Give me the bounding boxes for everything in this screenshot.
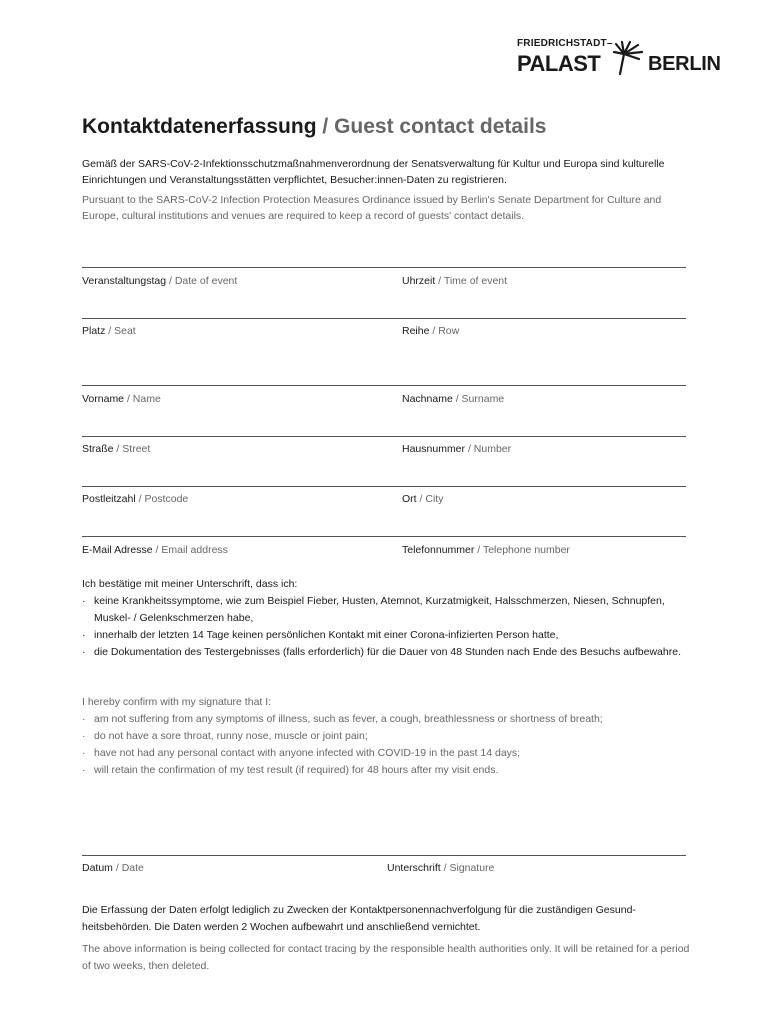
logo-berlin: BERLIN (648, 53, 721, 75)
field-email[interactable]: E-Mail Adresse / Email address (82, 544, 228, 556)
field-name[interactable]: Vorname / Name (82, 393, 161, 405)
confirmation-german-intro: Ich bestätige mit meiner Unterschrift, dass ich: (82, 578, 298, 590)
footer-german: Die Erfassung der Daten erfolgt lediglich zu Zwecken der Kontaktpersonennachverfolgung für die zuständigen Gesund-heitsbehörden. Die Daten werden 2 Wochen aufbewahrt und anschließend vernichtet. (82, 904, 636, 933)
list-item: · keine Krankheitssymptome, wie zum Beispiel Fieber, Husten, Atemnot, Kurzatmigkeit, Halsschmerzen, Niesen, Schnupfen, Muskel- / Gelenkschmerzen habe, (82, 593, 702, 627)
page-title (82, 115, 546, 139)
list-item: · will retain the confirmation of my test result (if required) for 48 hours after my visit ends. (82, 762, 702, 779)
title-en: Guest contact details (334, 115, 547, 138)
field-date[interactable]: Datum / Date (82, 862, 144, 874)
divider-email-phone (82, 536, 686, 537)
intro-english: Pursuant to the SARS-CoV-2 Infection Protection Measures Ordinance issued by Berlin's Senate Department for Culture and Europe, cultural institutions and venues are required to keep a record of guests' contact details. (82, 194, 662, 222)
divider-date-time (82, 267, 686, 268)
footer-english: The above information is being collected for contact tracing by the responsible health authorities only. It will be retained for a period of two weeks, then deleted. (82, 943, 690, 972)
field-street[interactable]: Straße / Street (82, 443, 151, 455)
divider-name-surname (82, 385, 686, 386)
field-signature[interactable]: Unterschrift / Signature (387, 862, 495, 874)
logo-palast: PALAST (517, 51, 601, 76)
field-phone[interactable]: Telefonnummer / Telephone number (402, 544, 570, 556)
friedrichstadt-palast-logo (517, 38, 722, 78)
list-item: · am not suffering from any symptoms of illness, such as fever, a cough, breathlessness or shortness of breath; (82, 711, 702, 728)
divider-street-number (82, 436, 686, 437)
list-item: · innerhalb der letzten 14 Tage keinen persönlichen Kontakt mit einer Corona-infizierten Person hatte, (82, 627, 702, 644)
title-separator: / (316, 115, 335, 138)
list-item: · have not had any personal contact with anyone infected with COVID-19 in the past 14 days; (82, 745, 702, 762)
field-house-number[interactable]: Hausnummer / Number (402, 443, 512, 455)
field-city[interactable]: Ort / City (402, 493, 444, 505)
divider-postcode-city (82, 486, 686, 487)
field-seat[interactable]: Platz / Seat (82, 325, 136, 337)
divider-date-signature (82, 855, 686, 856)
intro-german: Gemäß der SARS-CoV-2-Infektionsschutzmaßnahmenverordnung der Senatsverwaltung für Kultur und Europa sind kulturelle Einrichtungen und Veranstaltungsstätten verpflichtet, Besucher:innen-Daten zu registrieren. (82, 158, 665, 186)
confirmation-english (82, 694, 702, 779)
divider-seat-row (82, 318, 686, 319)
field-postcode[interactable]: Postleitzahl / Postcode (82, 493, 189, 505)
field-row[interactable]: Reihe / Row (402, 325, 460, 337)
palm-leaf-icon (612, 40, 644, 76)
list-item: · do not have a sore throat, runny nose, muscle or joint pain; (82, 728, 702, 745)
field-surname[interactable]: Nachname / Surname (402, 393, 505, 405)
field-time-of-event[interactable]: Uhrzeit / Time of event (402, 275, 508, 287)
field-date-of-event[interactable]: Veranstaltungstag / Date of event (82, 275, 238, 287)
confirmation-english-intro: I hereby confirm with my signature that I: (82, 696, 272, 708)
list-item: · die Dokumentation des Testergebnisses (falls erforderlich) für die Dauer von 48 Stunden nach Ende des Besuchs aufbewahre. (82, 644, 702, 661)
logo-line1: FRIEDRICHSTADT– (517, 38, 613, 49)
title-de: Kontaktdatenerfassung (82, 115, 317, 138)
confirmation-german (82, 576, 702, 661)
